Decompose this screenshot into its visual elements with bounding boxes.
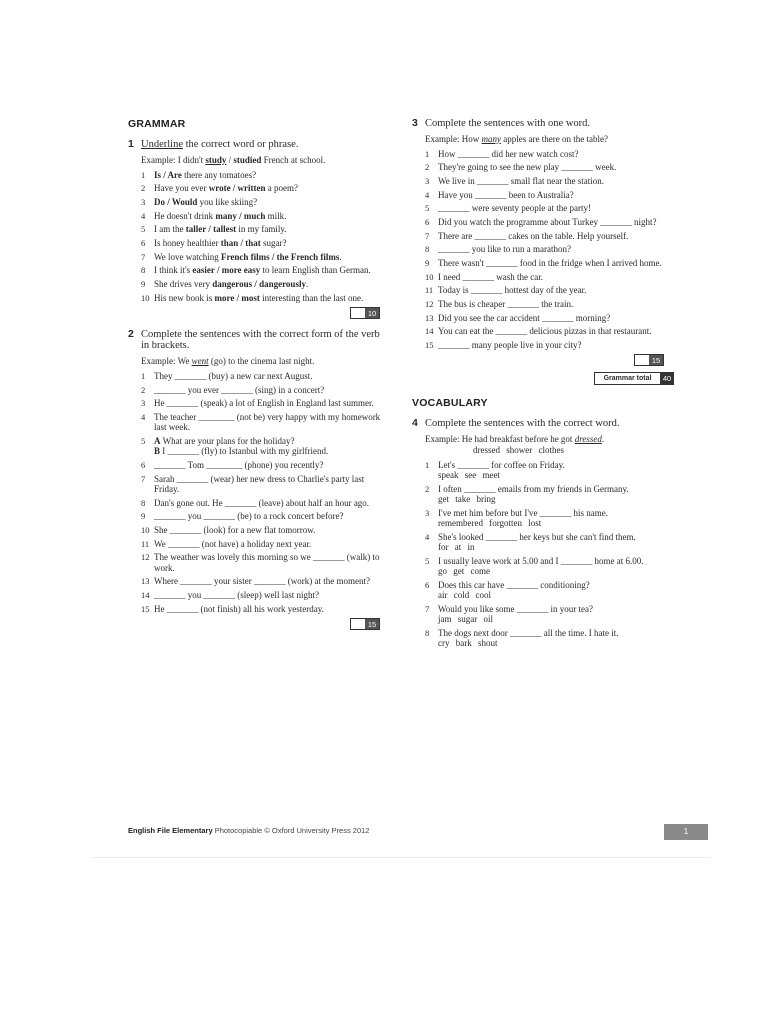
list-item <box>141 265 390 275</box>
item-text: _______ you like to run a marathon? <box>438 244 571 255</box>
list-item <box>425 460 674 481</box>
item-number: 10 <box>141 292 150 303</box>
list-item <box>141 293 390 303</box>
item-text: They _______ (buy) a new car next August. <box>154 370 313 381</box>
list-item <box>141 224 390 234</box>
list-item <box>425 258 674 268</box>
item-number: 1 <box>141 169 146 180</box>
item-number: 11 <box>425 285 434 296</box>
item-text: Is / Are there any tomatoes? <box>154 169 257 180</box>
item-text: She's looked _______ her keys but she can't find them. for at in <box>438 532 674 553</box>
copyright-text: Photocopiable © Oxford University Press 2012 <box>212 826 370 835</box>
exercise-number: 1 <box>128 138 134 150</box>
item-text: Have you _______ been to Australia? <box>438 189 574 200</box>
list-item <box>141 604 390 614</box>
item-number: 1 <box>141 370 146 381</box>
item-text: I am the taller / tallest in my family. <box>154 224 287 235</box>
item-text: You can eat the _______ delicious pizzas in that restaurant. <box>438 326 652 337</box>
item-number: 10 <box>425 271 434 282</box>
list-item <box>425 162 674 172</box>
list-item <box>141 211 390 221</box>
list-item <box>425 532 674 553</box>
score-box <box>128 618 380 630</box>
score-value: 15 <box>649 355 663 365</box>
item-text: We _______ (not have) a holiday next year. <box>154 538 312 549</box>
item-text: Today is _______ hottest day of the year. <box>438 285 587 296</box>
exercise-2-title: 2 Complete the sentences with the correct form of the verb in brackets. <box>128 327 380 352</box>
list-item <box>425 326 674 336</box>
list-item <box>141 539 390 549</box>
list-item <box>141 498 390 508</box>
exercise-1-example: Example: I didn't study / studied French at school. <box>141 154 326 165</box>
item-number: 3 <box>425 175 430 186</box>
item-text: We love watching French films / the French films. <box>154 251 342 262</box>
item-number: 6 <box>425 579 430 590</box>
exercise-number: 4 <box>412 417 418 430</box>
score-value: 15 <box>365 619 379 629</box>
item-number: 6 <box>141 460 146 471</box>
page-number: 1 <box>664 824 708 840</box>
item-number: 7 <box>141 473 146 484</box>
list-item <box>141 474 390 495</box>
exercise-4-title: 4 Complete the sentences with the correct word. <box>412 417 620 430</box>
item-text: How _______ did her new watch cost? <box>438 148 579 159</box>
list-item <box>425 203 674 213</box>
item-text: His new book is more / most interesting than the last one. <box>154 292 364 303</box>
item-text: I've met him before but I've _______ his name. remembered forgotten lost <box>438 508 674 529</box>
exercise-1-title: 1 Underline the correct word or phrase. <box>128 138 299 150</box>
item-number: 15 <box>141 603 150 614</box>
grammar-total-value: 40 <box>660 372 674 385</box>
item-number: 10 <box>141 525 150 536</box>
list-item <box>141 183 390 193</box>
item-number: 2 <box>425 162 430 173</box>
word-options: go get come <box>438 566 490 577</box>
item-text: Sarah _______ (wear) her new dress to Charlie's party last Friday. <box>154 473 365 494</box>
list-item <box>141 252 390 262</box>
list-item <box>425 508 674 529</box>
grammar-total-label: Grammar total <box>594 372 660 385</box>
item-text: Where _______ your sister _______ (work) at the moment? <box>154 576 370 587</box>
item-number: 14 <box>425 326 434 337</box>
item-text: He _______ (not finish) all his work yesterday. <box>154 603 324 614</box>
list-item <box>425 149 674 159</box>
dialogue-line-b: B I _______ (fly) to Istanbul with my girlfriend. <box>154 446 329 457</box>
list-item <box>141 238 390 248</box>
exercise-3-title: 3 Complete the sentences with one word. <box>412 117 591 129</box>
list-item <box>425 176 674 186</box>
list-item <box>425 313 674 323</box>
item-text: Is honey healthier than / that sugar? <box>154 237 287 248</box>
item-text: Does this car have _______ conditioning? air cold cool <box>438 580 674 601</box>
word-options: speak see meet <box>438 470 500 481</box>
item-text: He doesn't drink many / much milk. <box>154 210 287 221</box>
list-item <box>141 197 390 207</box>
item-number: 5 <box>141 436 146 447</box>
list-item <box>425 340 674 350</box>
list-item <box>425 272 674 282</box>
grammar-total <box>412 372 674 385</box>
exercise-4-example: Example: He had breakfast before he got dressed. dressed shower clothes <box>425 434 674 456</box>
item-text: I usually leave work at 5.00 and I _______ home at 6.00. go get come <box>438 556 674 577</box>
exercise-2-example: Example: We went (go) to the cinema last night. <box>141 355 315 366</box>
item-text: The bus is cheaper _______ the train. <box>438 299 574 310</box>
item-text: _______ you ever _______ (sing) in a concert? <box>154 384 325 395</box>
exercise-4-items <box>425 460 674 648</box>
list-item <box>141 279 390 289</box>
item-number: 12 <box>425 299 434 310</box>
item-number: 4 <box>425 531 430 542</box>
item-number: 8 <box>141 497 146 508</box>
item-number: 11 <box>141 538 150 549</box>
item-number: 7 <box>425 603 430 614</box>
exercise-4 <box>412 418 674 648</box>
item-number: 1 <box>425 459 430 470</box>
item-text: We live in _______ small flat near the station. <box>438 175 604 186</box>
item-number: 2 <box>141 384 146 395</box>
word-options: jam sugar oil <box>438 614 493 625</box>
exercise-2 <box>128 329 390 630</box>
item-text: She _______ (look) for a new flat tomorrow. <box>154 525 316 536</box>
score-box <box>128 307 380 319</box>
grammar-heading: GRAMMAR <box>128 118 186 130</box>
list-item <box>141 576 390 586</box>
item-number: 12 <box>141 552 150 563</box>
item-number: 2 <box>425 483 430 494</box>
item-number: 3 <box>141 196 146 207</box>
item-number: 14 <box>141 590 150 601</box>
item-text: The dogs next door _______ all the time. I hate it. cry bark shout <box>438 628 674 649</box>
item-number: 15 <box>425 340 434 351</box>
exercise-3 <box>412 118 674 385</box>
list-item <box>425 604 674 625</box>
item-text: I often _______ emails from my friends in Germany. get take bring <box>438 484 674 505</box>
item-number: 7 <box>425 230 430 241</box>
item-text: There are _______ cakes on the table. Help yourself. <box>438 230 629 241</box>
footer-credit <box>128 826 369 835</box>
word-options: remembered forgotten lost <box>438 518 542 529</box>
list-item <box>425 190 674 200</box>
list-item <box>141 590 390 600</box>
item-number: 9 <box>141 279 146 289</box>
item-text: They're going to see the new play _______ week. <box>438 162 617 173</box>
item-text: The teacher ________ (not be) very happy with my homework last week. <box>154 412 381 433</box>
list-item <box>141 398 390 408</box>
word-options: cry bark shout <box>438 638 498 649</box>
item-text: _______ were seventy people at the party! <box>438 203 591 214</box>
item-number: 1 <box>425 148 430 159</box>
item-number: 2 <box>141 183 146 194</box>
item-text: There wasn't _______ food in the fridge when I arrived home. <box>438 258 662 268</box>
item-number: 13 <box>141 576 150 587</box>
item-number: 4 <box>141 210 146 221</box>
item-text: He _______ (speak) a lot of English in England last summer. <box>154 398 374 409</box>
exercise-1-items <box>141 170 390 303</box>
score-value: 10 <box>365 308 379 318</box>
list-item <box>425 244 674 254</box>
item-number: 7 <box>141 251 146 262</box>
exercise-3-example: Example: How many apples are there on the table? <box>425 133 608 144</box>
exercise-1 <box>128 139 390 319</box>
item-text <box>154 436 390 457</box>
item-number: 8 <box>425 244 430 255</box>
exercise-3-items <box>425 149 674 351</box>
exercise-number: 2 <box>128 327 134 340</box>
item-text: Would you like some _______ in your tea? jam sugar oil <box>438 604 674 625</box>
item-text: I think it's easier / more easy to learn English than German. <box>154 265 371 276</box>
list-item <box>425 217 674 227</box>
item-number: 4 <box>141 412 146 423</box>
list-item <box>141 371 390 381</box>
word-options: get take bring <box>438 494 496 505</box>
word-options: air cold cool <box>438 590 491 601</box>
exercise-number: 3 <box>412 117 418 129</box>
page-divider <box>92 857 710 858</box>
list-item <box>141 525 390 535</box>
item-number: 8 <box>141 265 146 276</box>
score-box <box>412 354 664 366</box>
item-text: She drives very dangerous / dangerously. <box>154 279 309 289</box>
list-item <box>141 385 390 395</box>
book-title: English File Elementary <box>128 826 213 835</box>
item-number: 5 <box>141 224 146 235</box>
item-text: _______ many people live in your city? <box>438 340 582 351</box>
item-number: 5 <box>425 203 430 214</box>
item-text: The weather was lovely this morning so we _______ (walk) to work. <box>154 552 380 573</box>
item-number: 5 <box>425 555 430 566</box>
item-text: _______ you _______ (be) to a rock concert before? <box>154 511 344 522</box>
item-text: Have you ever wrote / written a poem? <box>154 183 299 194</box>
item-text: Did you watch the programme about Turkey _______ night? <box>438 216 657 227</box>
example-options: dressed shower clothes <box>473 444 564 455</box>
item-text: _______ Tom ________ (phone) you recently? <box>154 460 324 471</box>
item-number: 13 <box>425 312 434 323</box>
list-item <box>425 580 674 601</box>
list-item <box>141 511 390 521</box>
item-number: 9 <box>425 258 430 268</box>
vocabulary-heading: VOCABULARY <box>412 397 488 410</box>
list-item <box>425 285 674 295</box>
item-text: Did you see the car accident _______ morning? <box>438 312 611 323</box>
item-text: Dan's gone out. He _______ (leave) about half an hour ago. <box>154 497 370 508</box>
word-options: for at in <box>438 542 475 553</box>
list-item <box>141 412 390 433</box>
right-column <box>412 118 674 652</box>
item-text: _______ you _______ (sleep) well last night? <box>154 590 319 601</box>
list-item <box>141 170 390 180</box>
item-number: 6 <box>425 216 430 227</box>
item-text: Do / Would you like skiing? <box>154 196 258 207</box>
list-item <box>141 552 390 573</box>
item-number: 9 <box>141 511 146 522</box>
dialogue-line-a: A What are your plans for the holiday? <box>154 436 295 447</box>
list-item <box>425 484 674 505</box>
left-column <box>128 118 390 630</box>
item-text: Let's _______ for coffee on Friday. speak see meet <box>438 460 674 481</box>
list-item <box>425 231 674 241</box>
list-item <box>141 436 390 457</box>
title-underlined-word: Underline <box>141 139 183 150</box>
item-number: 4 <box>425 189 430 200</box>
exercise-2-items <box>141 371 390 614</box>
item-text: I need _______ wash the car. <box>438 271 543 282</box>
item-number: 3 <box>141 398 146 409</box>
list-item <box>425 299 674 309</box>
item-number: 3 <box>425 507 430 518</box>
item-number: 6 <box>141 237 146 248</box>
list-item <box>141 460 390 470</box>
list-item <box>425 628 674 649</box>
item-number: 8 <box>425 627 430 638</box>
list-item <box>425 556 674 577</box>
